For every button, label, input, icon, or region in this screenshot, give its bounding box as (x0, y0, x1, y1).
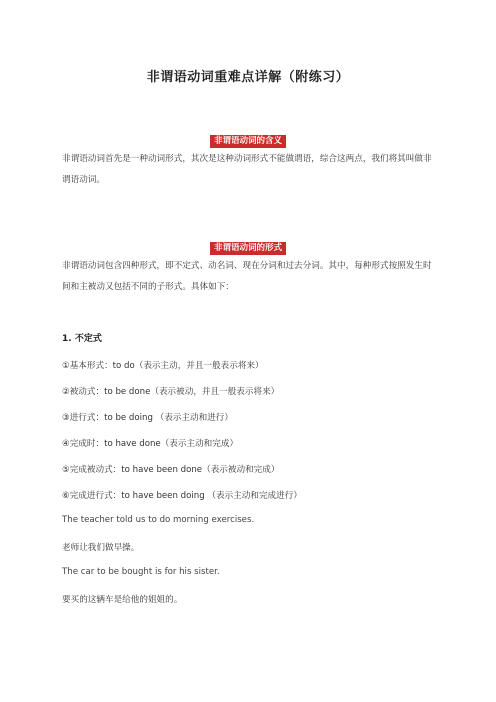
example-sentence: The car to be bought is for his sister. (62, 567, 220, 577)
list-item: ⑤完成被动式：to have been done（表示被动和完成） (62, 465, 280, 475)
section-heading-meaning: 非谓语动词的含义 (210, 135, 286, 148)
example-sentence: The teacher told us to do morning exercises. (62, 515, 255, 525)
list-item: ①基本形式：to do（表示主动，并且一般表示将来） (62, 361, 264, 371)
list-item: ②被动式：to be done（表示被动，并且一般表示将来） (62, 387, 280, 397)
section-paragraph-meaning: 非谓语动词首先是一种动词形式，其次是这种动词形式不能做谓语，综合这两点，我们将其叫做非谓语动词。 (62, 154, 432, 185)
page-title: 非谓语动词重难点详解（附练习） (146, 70, 350, 85)
section-heading-wrap (0, 128, 496, 148)
example-translation: 老师让我们做早操。 (62, 543, 140, 553)
list-item: ⑥完成进行式：to have been doing （表示主动和完成进行） (62, 491, 302, 501)
section-heading-wrap (0, 235, 496, 255)
subsection-title: 1. 不定式 (62, 334, 102, 344)
section-heading-forms: 非谓语动词的形式 (210, 242, 286, 255)
list-item: ④完成时：to have done（表示主动和完成） (62, 439, 239, 449)
example-translation: 要买的这辆车是给他的姐姐的。 (62, 595, 183, 605)
list-item: ③进行式：to be doing （表示主动和进行） (62, 413, 233, 423)
section-paragraph-forms: 非谓语动词包含四种形式，即不定式、动名词、现在分词和过去分词。其中，每种形式按照发生时间和主被动又包括不同的子形式。具体如下： (62, 261, 432, 292)
